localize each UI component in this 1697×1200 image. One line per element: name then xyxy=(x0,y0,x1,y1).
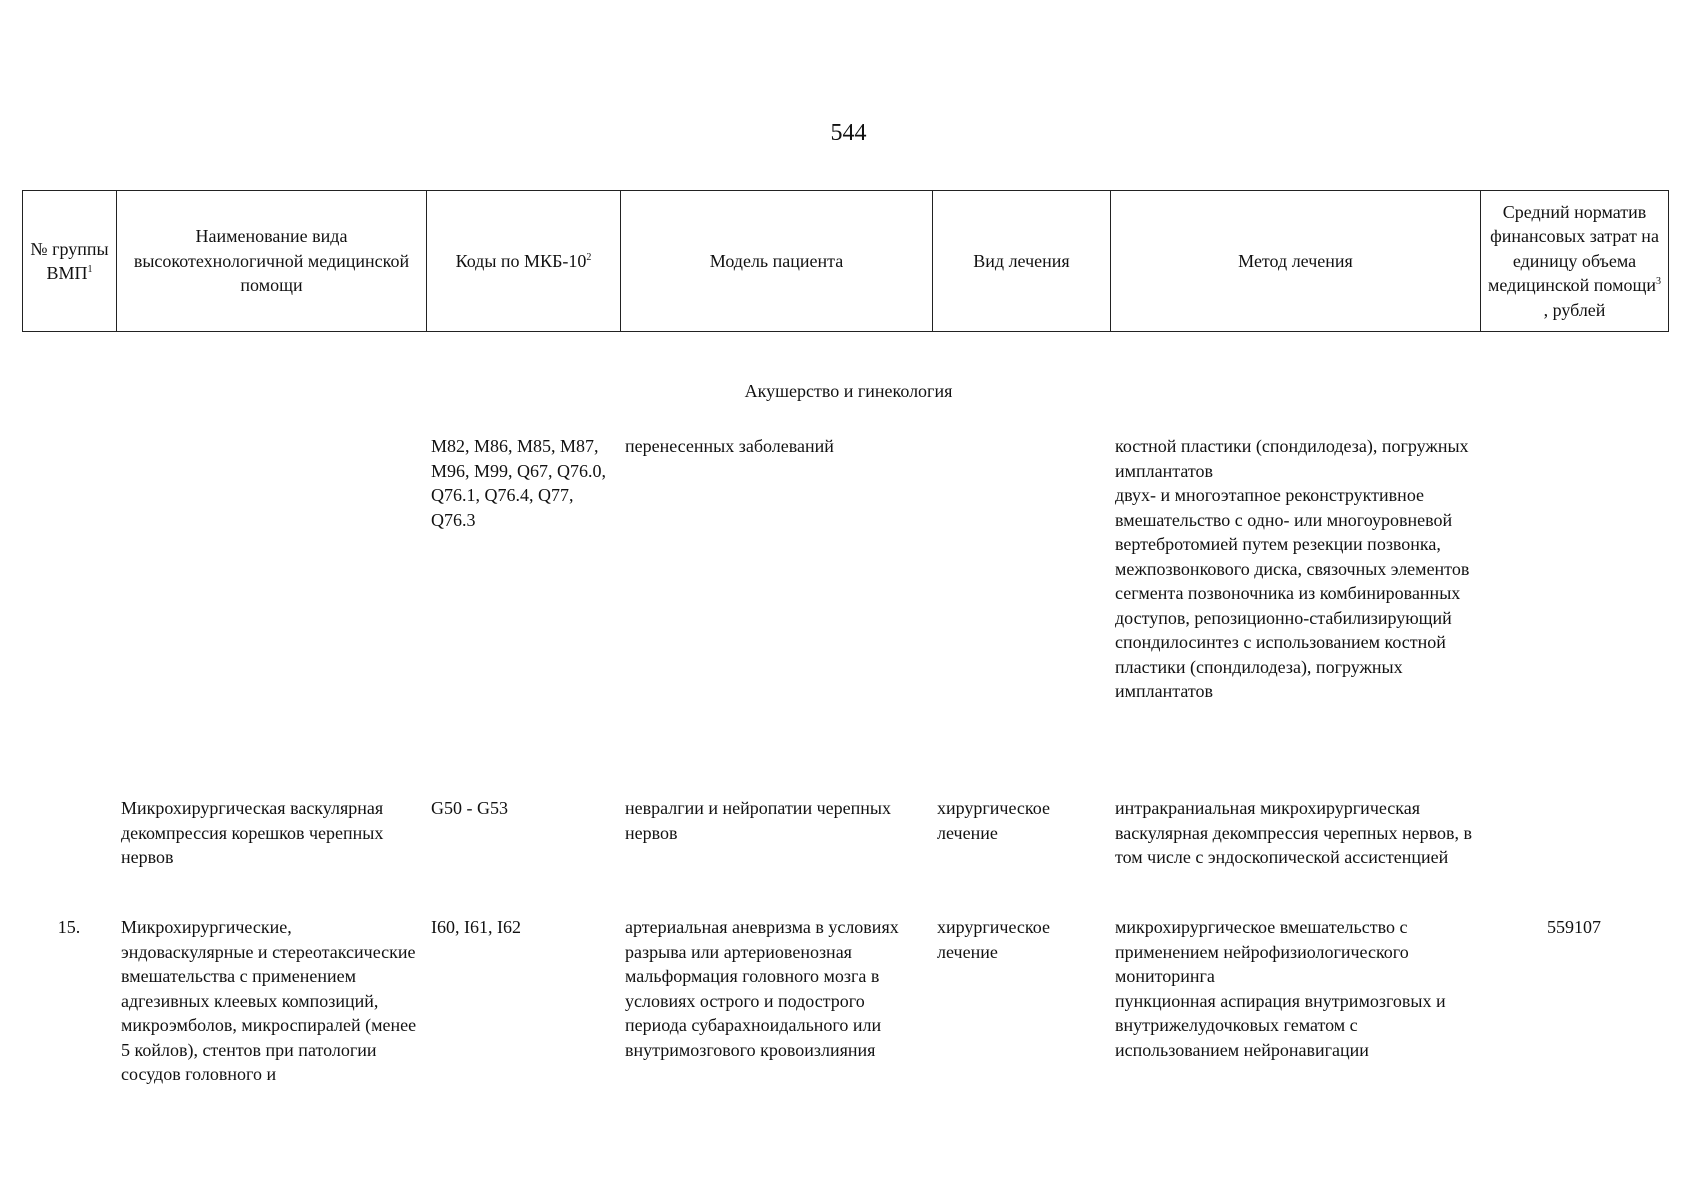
row-codes: G50 - G53 xyxy=(431,798,508,818)
row-methods xyxy=(1115,915,1485,1062)
row-kind: хирургическое лечение xyxy=(937,798,1050,843)
header-model: Модель пациента xyxy=(621,191,933,332)
row-codes: M82, M86, M85, M87, M96, M99, Q67, Q76.0, Q76.1, Q76.4, Q77, Q76.3 xyxy=(431,436,607,530)
row-number: 15. xyxy=(57,917,81,937)
method-item: микрохирургическое вмешательство с применением нейрофизиологического мониторинга xyxy=(1115,917,1409,986)
header-kind: Вид лечения xyxy=(933,191,1111,332)
method-item: костной пластики (спондилодеза), погружных имплантатов xyxy=(1115,436,1469,481)
header-name: Наименование вида высокотехнологичной медицинской помощи xyxy=(117,191,427,332)
section-title: Акушерство и гинекология xyxy=(744,381,953,401)
row-model: артериальная аневризма в условиях разрыва или артериовенозная мальформация головного мозга в условиях острого и подострого периода субарахноидального или внутримозгового кровоизлияния xyxy=(625,917,899,1060)
row-name: Микрохирургические, эндоваскулярные и стереотаксические вмешательства с применением адгезивных клеевых композиций, микроэмболов, микроспиралей (менее 5 койлов), стентов при патологии сосудов головного и xyxy=(121,917,417,1084)
header-group-no: № группы ВМП$^1$ xyxy=(23,191,117,332)
header-codes: Коды по МКБ-$10^2$ xyxy=(427,191,621,332)
row-model: невралгии и нейропатии черепных нервов xyxy=(625,798,891,843)
row-name: Микрохирургическая васкулярная декомпрессия корешков черепных нервов xyxy=(121,798,384,867)
row-cost: 559107 xyxy=(1547,917,1601,937)
table-header xyxy=(22,190,1669,332)
row-model: перенесенных заболеваний xyxy=(625,436,834,456)
header-cost: Средний норматив финансовых затрат на единицу объема медицинской помощи$^3$ , рублей xyxy=(1481,191,1669,332)
method-item: двух- и многоэтапное реконструктивное вмешательство с одно- или многоуровневой вертебротомией путем резекции позвонка, межпозвонкового диска, связочных элементов сегмента позвоночника из комбинированных доступов, репозиционно-стабилизирующий спондилосинтез с использованием костной пластики (спондилодеза), погружных имплантатов xyxy=(1115,485,1470,701)
row-kind: хирургическое лечение xyxy=(937,917,1050,962)
row-methods xyxy=(1115,434,1485,704)
method-item: пункционная аспирация внутримозговых и внутрижелудочковых гематом с использованием нейронавигации xyxy=(1115,990,1446,1060)
page-number: 544 xyxy=(830,120,867,146)
row-methods xyxy=(1115,796,1485,870)
row-codes: I60, I61, I62 xyxy=(431,917,521,937)
method-item: интракраниальная микрохирургическая васкулярная декомпрессия черепных нервов, в том числе с эндоскопической ассистенцией xyxy=(1115,798,1472,867)
header-method: Метод лечения xyxy=(1111,191,1481,332)
